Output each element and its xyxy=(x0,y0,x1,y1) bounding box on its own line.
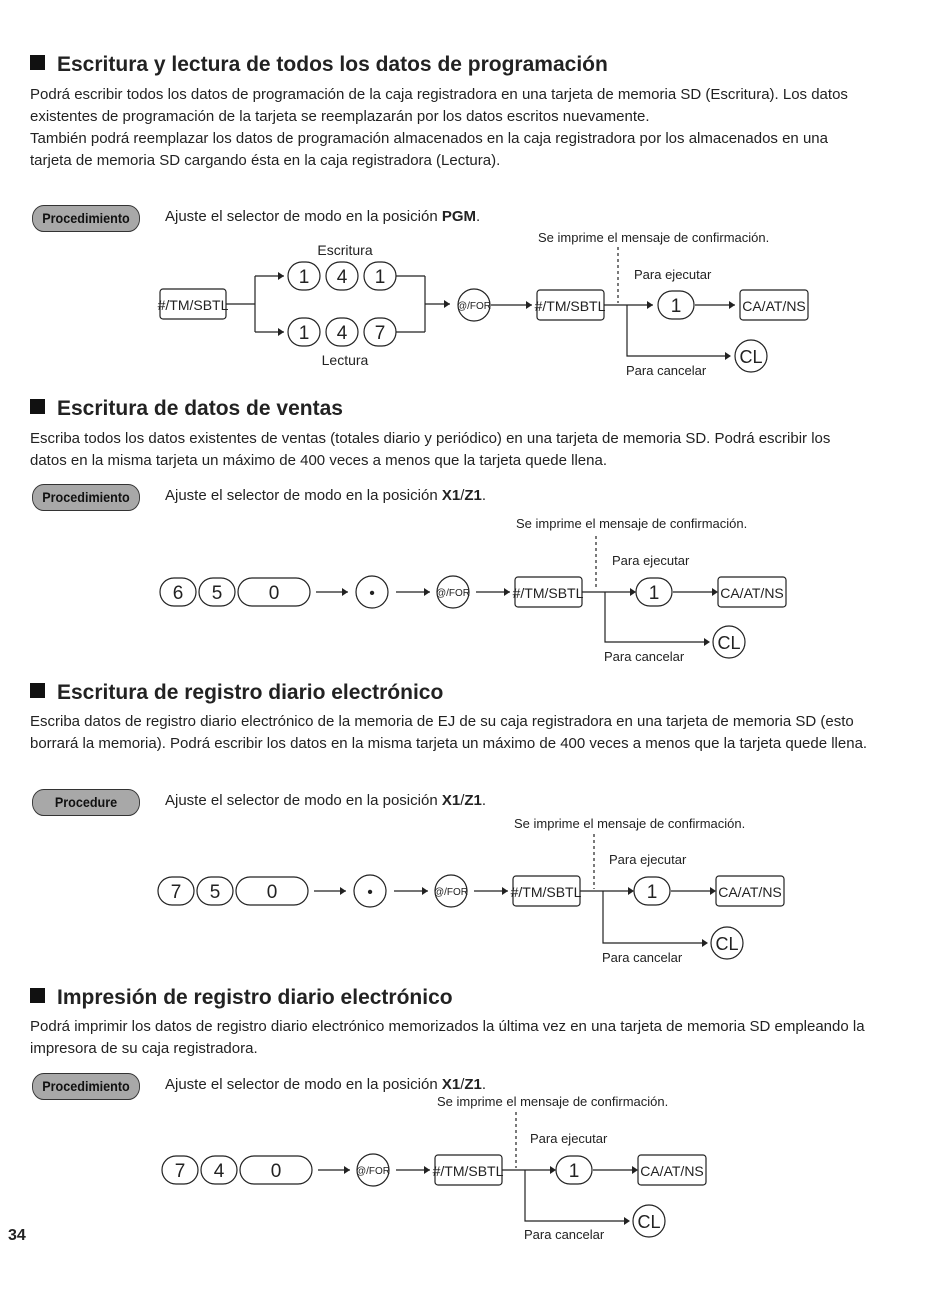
procedure-badge: Procedimiento xyxy=(32,484,140,511)
key-total: CA/AT/NS xyxy=(640,1163,704,1179)
section-description xyxy=(30,1016,870,1060)
key-digit: 7 xyxy=(170,882,182,903)
key-digit: 0 xyxy=(266,882,278,903)
confirm-note: Se imprime el mensaje de confirmación. xyxy=(514,816,746,831)
execute-label: Para ejecutar xyxy=(609,852,687,867)
key-one: 1 xyxy=(670,296,682,317)
key-sequence-diagram-ej-write xyxy=(0,810,950,970)
procedure-badge: Procedure xyxy=(32,789,140,816)
key-clear: CL xyxy=(715,934,739,954)
key-total: CA/AT/NS xyxy=(720,585,784,601)
page-number: 34 xyxy=(8,1227,26,1244)
key-digit: 1 xyxy=(298,267,310,288)
procedure-instruction: Ajuste el selector de modo en la posición X1/Z1. xyxy=(165,487,487,504)
key-digit: 7 xyxy=(374,323,386,344)
key-dot: • xyxy=(369,585,375,602)
bullet-square-icon xyxy=(30,399,45,414)
bullet-square-icon xyxy=(30,683,45,698)
key-clear: CL xyxy=(637,1212,661,1232)
key-digit: 4 xyxy=(213,1161,225,1182)
paragraph: Podrá escribir todos los datos de programación de la caja registradora en una tarjeta de memoria SD (Escritura). Los datos existentes de programación de la tarjeta se reemplazarán por los datos escritos nuevamente. xyxy=(30,86,848,125)
paragraph: Podrá imprimir los datos de registro diario electrónico memorizados la última vez en una tarjeta de memoria SD empleando la impresora de su caja registradora. xyxy=(30,1018,865,1057)
key-clear: CL xyxy=(717,633,741,653)
section-title-ej-print: Impresión de registro diario electrónico xyxy=(30,986,453,1010)
paragraph: Escriba todos los datos existentes de ventas (totales diario y periódico) en una tarjeta de memoria SD. Podrá escribir los datos en la misma tarjeta un máximo de 400 veces a menos que la tarjeta quede llena. xyxy=(30,430,831,469)
cancel-label: Para cancelar xyxy=(602,950,683,965)
label-escritura: Escritura xyxy=(317,242,373,258)
key-digit: 6 xyxy=(172,583,184,604)
key-clear: CL xyxy=(739,347,763,367)
key-sequence-diagram-ej-print xyxy=(0,1090,950,1250)
key-digit: 4 xyxy=(336,267,348,288)
execute-label: Para ejecutar xyxy=(612,553,690,568)
key-digit: 5 xyxy=(211,583,223,604)
execute-label: Para ejecutar xyxy=(530,1131,608,1146)
key-subtotal: #/TM/SBTL xyxy=(157,297,229,313)
key-for: @/FOR xyxy=(456,301,492,312)
mode-pgm: PGM xyxy=(441,208,476,225)
procedure-instruction: Ajuste el selector de modo en la posición X1/Z1. xyxy=(165,792,487,809)
procedure-badge: Procedimiento xyxy=(32,205,140,232)
paragraph: Escriba datos de registro diario electrónico de la memoria de EJ de su caja registradora en una tarjeta de memoria SD (esto borrará la memoria). Podrá escribir los datos en la misma tarjeta un máximo de 400 veces a menos que la tarjeta quede llena. xyxy=(30,713,868,752)
key-subtotal: #/TM/SBTL xyxy=(510,884,582,900)
section-title-programming: Escritura y lectura de todos los datos de programación xyxy=(30,53,608,77)
key-for: @/FOR xyxy=(433,887,469,898)
procedure-instruction: Ajuste el selector de modo en la posición PGM. xyxy=(165,208,481,225)
key-one: 1 xyxy=(648,583,660,604)
key-sequence-diagram-programming xyxy=(0,225,950,385)
key-digit: 1 xyxy=(298,323,310,344)
bullet-square-icon xyxy=(30,988,45,1003)
label-lectura: Lectura xyxy=(321,352,369,368)
key-total: CA/AT/NS xyxy=(718,884,782,900)
key-subtotal: #/TM/SBTL xyxy=(534,298,606,314)
key-digit: 0 xyxy=(270,1161,282,1182)
key-digit: 4 xyxy=(336,323,348,344)
bullet-square-icon xyxy=(30,55,45,70)
key-subtotal: #/TM/SBTL xyxy=(512,585,584,601)
paragraph: También podrá reemplazar los datos de programación almacenados en la caja registradora por los almacenados en una tarjeta de memoria SD cargando ésta en la caja registradora (Lectura). xyxy=(30,130,828,169)
section-title-sales-data: Escritura de datos de ventas xyxy=(30,397,343,421)
key-dot: • xyxy=(367,884,373,901)
key-sequence-diagram-sales xyxy=(0,510,950,670)
key-digit: 7 xyxy=(174,1161,186,1182)
cancel-label: Para cancelar xyxy=(626,363,707,378)
procedure-badge: Procedimiento xyxy=(32,1073,140,1100)
key-for: @/FOR xyxy=(355,1166,391,1177)
confirm-note: Se imprime el mensaje de confirmación. xyxy=(516,516,748,531)
execute-label: Para ejecutar xyxy=(634,267,712,282)
key-digit: 1 xyxy=(374,267,386,288)
key-one: 1 xyxy=(646,882,658,903)
cancel-label: Para cancelar xyxy=(524,1227,605,1242)
section-description xyxy=(30,711,870,755)
cancel-label: Para cancelar xyxy=(604,649,685,664)
key-total: CA/AT/NS xyxy=(742,298,806,314)
section-description xyxy=(30,84,870,172)
confirm-note: Se imprime el mensaje de confirmación. xyxy=(538,230,770,245)
section-description xyxy=(30,428,870,472)
procedure-instruction: Ajuste el selector de modo en la posición X1/Z1. xyxy=(165,1076,487,1093)
section-title-ej-write: Escritura de registro diario electrónico xyxy=(30,681,443,705)
key-for: @/FOR xyxy=(435,588,471,599)
key-subtotal: #/TM/SBTL xyxy=(432,1163,504,1179)
key-digit: 0 xyxy=(268,583,280,604)
confirm-note: Se imprime el mensaje de confirmación. xyxy=(437,1094,669,1109)
key-digit: 5 xyxy=(209,882,221,903)
key-one: 1 xyxy=(568,1161,580,1182)
